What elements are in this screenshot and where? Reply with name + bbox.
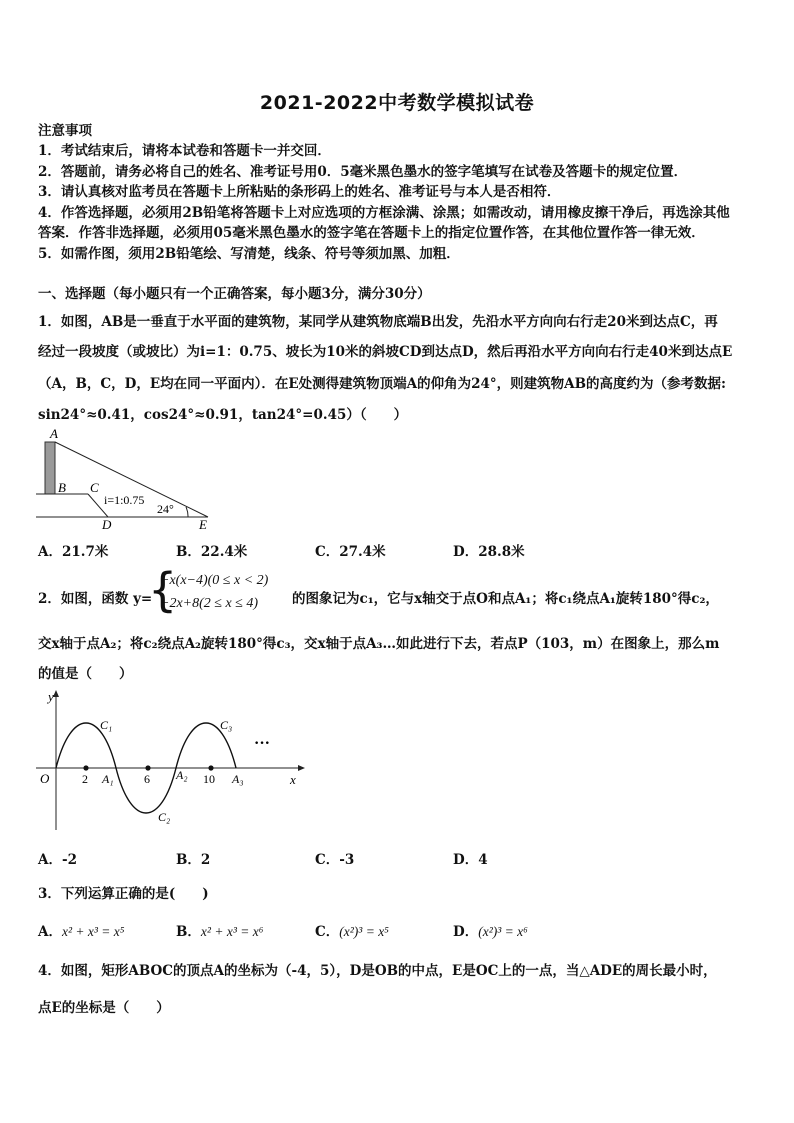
q3-option-d[interactable] (453, 920, 528, 940)
q1-line: 1．如图，AB是一垂直于水平面的建筑物，某同学从建筑物底端B出发，先沿水平方向向右行走20米到达点C，再 (38, 314, 718, 330)
option-label: D． (453, 924, 479, 940)
q1-figure (36, 424, 216, 534)
q1-option-d[interactable]: D．28.8米 (453, 544, 525, 560)
q1-line: （A，B，C，D，E均在同一平面内）．在E处测得建筑物顶端A的仰角为24°，则建筑物AB的高度约为（参考数据: (38, 376, 727, 392)
brace-symbol: { (148, 563, 178, 617)
notice-heading: 注意事项 (38, 123, 92, 139)
label-c3: C₃ (220, 718, 233, 732)
q3-option-c[interactable] (315, 920, 389, 940)
label-y: y (48, 689, 54, 704)
q2-figure (36, 688, 308, 830)
q2-prefix: 2．如图，函数 y= (38, 591, 153, 607)
q1-line: sin24°≈0.41，cos24°≈0.91，tan24°=0.45）（ ） (38, 407, 408, 423)
notice-item: 答案．作答非选择题，必须用05毫米黑色墨水的签字笔在答题卡上的指定位置作答，在其他位置作答一律无效． (38, 225, 705, 241)
option-expr: x² + x³ = x⁶ (200, 924, 264, 939)
label-x: x (290, 772, 296, 787)
q2-option-a[interactable]: A．-2 (38, 852, 77, 868)
piece-1: −x(x−4)(0 ≤ x < 2) (160, 573, 269, 588)
point-10 (208, 765, 213, 770)
q2-suffix: 的图象记为c₁，它与x轴交于点O和点A₁；将c₁绕点A₁旋转180°得c₂， (292, 591, 719, 607)
x-axis-arrow (298, 765, 305, 771)
label-a: A (50, 426, 58, 441)
option-expr: (x²)³ = x⁵ (339, 924, 389, 939)
notice-item: 2．答题前，请务必将自己的姓名、准考证号用0．5毫米黑色墨水的签字笔填写在试卷及答题卡的规定位置． (38, 164, 688, 180)
q1-option-c[interactable]: C．27.4米 (315, 544, 386, 560)
label-o: O (40, 771, 50, 786)
y-axis-arrow (53, 690, 59, 697)
building-ab (45, 442, 55, 494)
option-label: C． (315, 924, 340, 940)
option-label: B． (176, 924, 201, 940)
tick-6: 6 (144, 772, 150, 786)
q1-line: 经过一段坡度（或坡比）为i=1：0.75、坡长为10米的斜坡CD到达点D，然后再沿水平方向向右行走40米到达点E (38, 344, 733, 360)
continuation-dots: ··· (254, 735, 271, 752)
q2-option-b[interactable]: B．2 (176, 852, 211, 868)
notice-item: 4．作答选择题，必须用2B铅笔将答题卡上对应选项的方框涂满、涂黑；如需改动，请用橡皮擦干净后，再选涂其他 (38, 205, 730, 221)
label-c1: C₁ (100, 718, 113, 732)
q2-line: 交x轴于点A₂；将c₂绕点A₂旋转180°得c₃，交x轴于点A₃…如此进行下去，若点P（103，m）在图象上，那么m (38, 636, 720, 652)
label-c: C (90, 480, 99, 495)
notice-item: 1．考试结束后，请将本试卷和答题卡一并交回． (38, 143, 331, 159)
option-expr: x² + x³ = x⁵ (61, 924, 125, 939)
page-title: 2021-2022中考数学模拟试卷 (259, 92, 535, 114)
angle-arc (186, 507, 188, 517)
label-c2: C₂ (158, 810, 171, 824)
angle-label: 24° (157, 502, 174, 516)
q4-line: 点E的坐标是（ ） (38, 1000, 170, 1016)
piece-2: −2x+8(2 ≤ x ≤ 4) (160, 596, 259, 611)
tick-2: 2 (82, 772, 88, 786)
q2-option-c[interactable]: C．-3 (315, 852, 355, 868)
label-a1: A₁ (102, 772, 114, 786)
point-6 (145, 765, 150, 770)
label-b: B (58, 480, 66, 495)
notice-item: 3．请认真核对监考员在答题卡上所粘贴的条形码上的姓名、准考证号与本人是否相符． (38, 184, 561, 200)
label-e: E (199, 517, 207, 532)
notice-item: 5．如需作图，须用2B铅笔绘、写清楚，线条、符号等须加黑、加粗． (38, 246, 460, 262)
q3-option-b[interactable] (176, 920, 263, 940)
option-expr: (x²)³ = x⁶ (478, 924, 528, 939)
q1-option-a[interactable]: A．21.7米 (38, 544, 109, 560)
point-2 (83, 765, 88, 770)
label-a3: A₃ (232, 772, 244, 786)
q3-option-a[interactable] (38, 920, 124, 940)
slope-label: i=1:0.75 (104, 493, 145, 507)
q2-line: 的值是（ ） (38, 666, 133, 682)
label-a2: A₂ (176, 768, 188, 782)
q3-stem: 3．下列运算正确的是( ) (38, 886, 209, 902)
q4-line: 4．如图，矩形ABOC的顶点A的坐标为（-4，5），D是OB的中点，E是OC上的一点，当△ADE的周长最小时， (38, 963, 717, 979)
q1-option-b[interactable]: B．22.4米 (176, 544, 248, 560)
option-label: A． (38, 924, 62, 940)
label-d: D (102, 517, 112, 532)
tick-10: 10 (203, 772, 215, 786)
section-heading: 一、选择题（每小题只有一个正确答案，每小题3分，满分30分） (38, 286, 431, 302)
q2-option-d[interactable]: D．4 (453, 852, 488, 868)
